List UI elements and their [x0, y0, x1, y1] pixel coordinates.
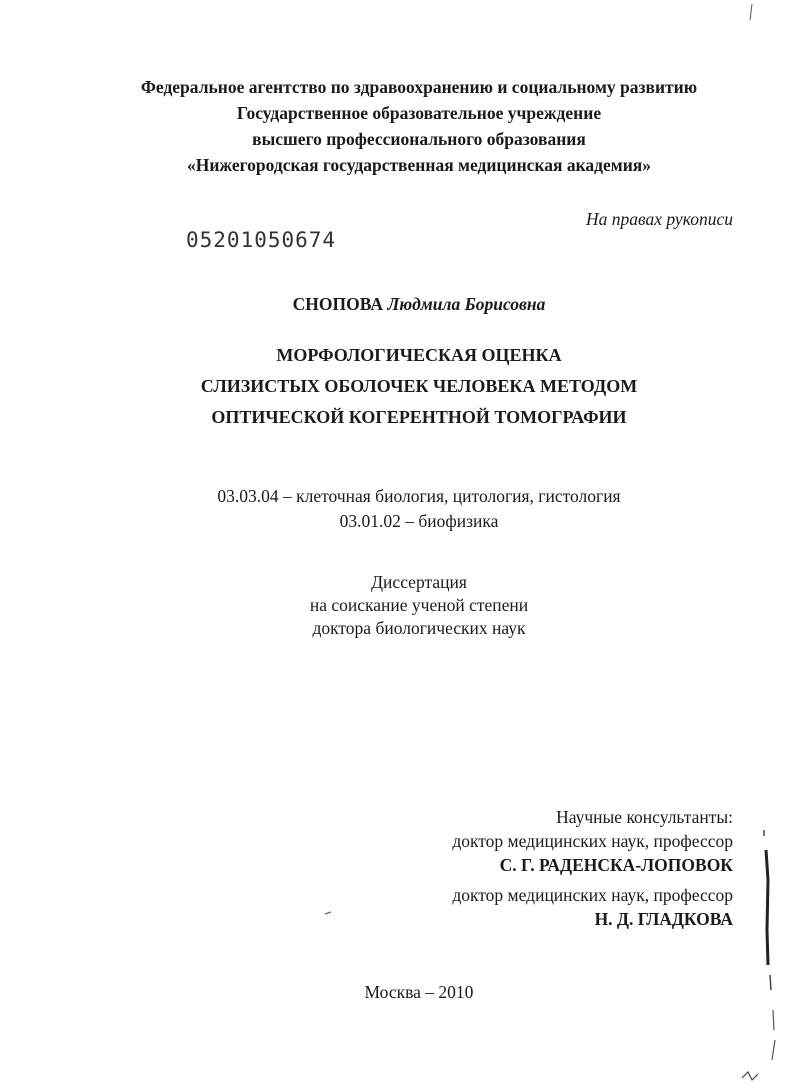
title-line: ОПТИЧЕСКОЙ КОГЕРЕНТНОЙ ТОМОГРАФИИ	[211, 407, 627, 427]
degree-line: доктора биологических наук	[312, 618, 526, 638]
scan-artifact	[773, 1010, 774, 1030]
header-line-education-level: высшего профессионального образования	[252, 129, 586, 149]
author-surname: СНОПОВА	[292, 294, 383, 314]
author-given-names: Людмила Борисовна	[387, 294, 546, 314]
header-line-academy-name: «Нижегородская государственная медицинская академия»	[186, 155, 652, 175]
consultant-name: С. Г. РАДЕНСКА-ЛОПОВОК	[499, 855, 733, 875]
manuscript-rights-note: На правах рукописи	[586, 209, 733, 229]
consultant-degree: доктор медицинских наук, профессор	[452, 831, 733, 851]
scan-artifact	[770, 975, 771, 990]
specialty-line: 03.01.02 – биофизика	[339, 511, 499, 531]
scan-artifact	[772, 1040, 775, 1060]
catalog-code: 05201050674	[186, 228, 337, 252]
consultant-name: Н. Д. ГЛАДКОВА	[594, 909, 733, 929]
consultants-heading: Научные консультанты:	[556, 807, 733, 827]
consultant-degree: доктор медицинских наук, профессор	[452, 885, 733, 905]
header-line-agency: Федеральное агентство по здравоохранению и социальному развитию	[140, 77, 698, 97]
header-line-institution-type: Государственное образовательное учреждение	[236, 103, 602, 123]
scan-artifact	[742, 1072, 758, 1080]
place-and-year: Москва – 2010	[364, 982, 474, 1002]
scan-artifact	[750, 4, 752, 20]
scan-artifact	[766, 850, 768, 965]
specialty-line: 03.03.04 – клеточная биология, цитология, гистология	[217, 486, 621, 506]
scan-artifact	[325, 912, 331, 914]
title-line: СЛИЗИСТЫХ ОБОЛОЧЕК ЧЕЛОВЕКА МЕТОДОМ	[200, 376, 638, 396]
title-line: МОРФОЛОГИЧЕСКАЯ ОЦЕНКА	[276, 345, 562, 365]
degree-line: на соискание ученой степени	[309, 595, 529, 615]
degree-line: Диссертация	[371, 572, 467, 592]
